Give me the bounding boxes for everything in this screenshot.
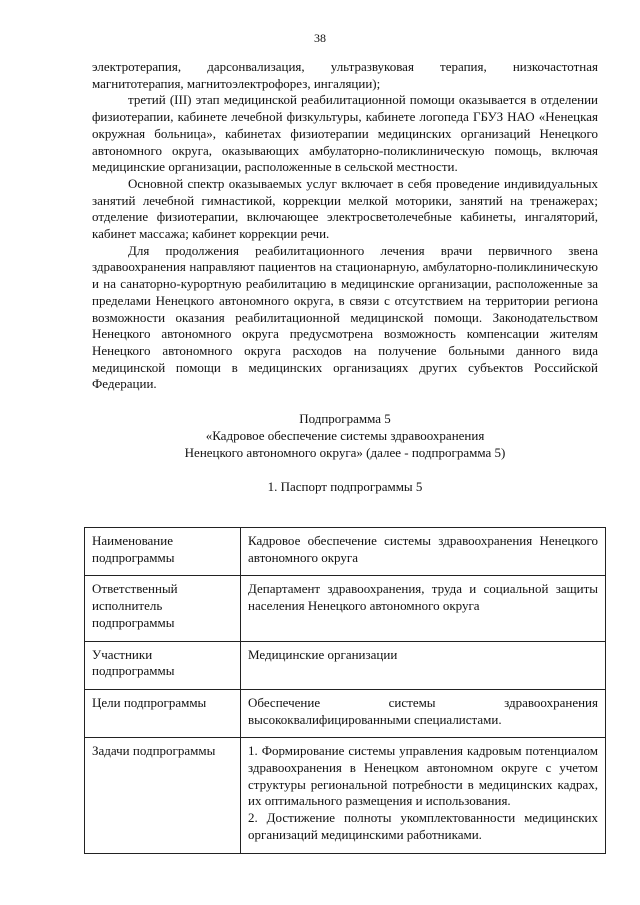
table-row-label: Участники подпрограммы (85, 641, 241, 689)
subprogram-heading (92, 410, 598, 461)
passport-table (84, 527, 606, 854)
paragraph: электротерапия, дарсонвализация, ультразвуковая терапия, низкочастотная магнитотерапия, магнитоэлектрофорез, ингаляции); (92, 59, 598, 91)
subprogram-heading-line: Ненецкого автономного округа» (далее - подпрограмма 5) (184, 445, 506, 461)
table-cell-text: 1. Формирование системы управления кадровым потенциалом здравоохранения в Ненецком автономном округе с учетом структуры региональной потребности в медицинских кадрах, их оптимального размещения и использования. (248, 743, 598, 809)
paragraph: третий (III) этап медицинской реабилитационной помощи оказывается в отделении физиотерапии, кабинете лечебной физкультуры, кабинете логопеда ГБУЗ НАО «Ненецкая окружная больница», кабинетах физиотерапии медицинских организаций Ненецкого автономного округа, оказывающих амбулаторно-поликлиническую помощь, включая медицинские организации, расположенные в сельской местности. (92, 92, 598, 175)
table-cell-text: 2. Достижение полноты укомплектованности медицинских организаций медицинскими работниками. (248, 810, 598, 842)
table-row-value (241, 576, 606, 641)
table-row (85, 528, 606, 576)
table-row-value (241, 641, 606, 689)
table-row (85, 641, 606, 689)
paragraph: Для продолжения реабилитационного лечения врачи первичного звена здравоохранения направляют пациентов на стационарную, амбулаторно-поликлиническую и на санаторно-курортную реабилитацию в медицинские организации, расположенные за пределами Ненецкого автономного округа, в связи с отсутствием на территории региона возможности оказания реабилитационной медицинской помощи. Законодательством Ненецкого автономного округа предусмотрена возможность компенсации жителям Ненецкого автономного округа расходов на получение больными данного вида медицинской помощи в медицинских организациях других субъектов Российской Федерации. (92, 242, 598, 392)
table-row (85, 576, 606, 641)
table-row-value (241, 738, 606, 853)
document-body (92, 59, 598, 514)
table-row-value (241, 689, 606, 737)
table-row-value (241, 528, 606, 576)
subprogram-heading-line: «Кадровое обеспечение системы здравоохранения (205, 428, 485, 444)
table-row-label: Цели подпрограммы (85, 689, 241, 737)
passport-title: 1. Паспорт подпрограммы 5 (267, 479, 423, 495)
table-row-label: Наименование подпрограммы (85, 528, 241, 576)
page-number: 38 (314, 31, 326, 45)
table-row-label: Задачи подпрограммы (85, 738, 241, 853)
subprogram-heading-line: Подпрограмма 5 (299, 411, 391, 427)
table-cell-text: Обеспечение системы здравоохранения высококвалифицированными специалистами. (248, 694, 598, 727)
table-row (85, 689, 606, 737)
table-row-label: Ответственный исполнитель подпрограммы (85, 576, 241, 641)
table-cell-text: Медицинские организации (248, 646, 398, 662)
table-row (85, 738, 606, 853)
table-cell-text: Кадровое обеспечение системы здравоохранения Ненецкого автономного округа (248, 533, 598, 565)
paragraph: Основной спектр оказываемых услуг включает в себя проведение индивидуальных занятий лечебной гимнастикой, коррекции мелкой моторики, занятий на тренажерах; отделение физиотерапии, включающее электросветолечебные кабинеты, ингаляторий, кабинет массажа; кабинет коррекции речи. (92, 175, 598, 242)
table-cell-text: Департамент здравоохранения, труда и социальной защиты населения Ненецкого автономного округа (248, 581, 598, 614)
